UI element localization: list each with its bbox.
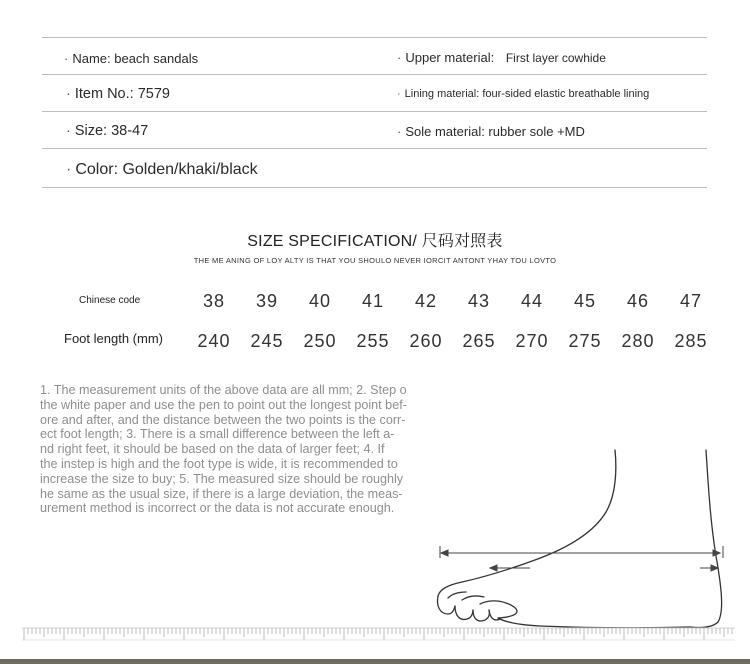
size-code: 40 bbox=[308, 291, 332, 311]
size-code: 43 bbox=[467, 291, 491, 311]
spec-lining: · Lining material: four-sided elastic breathable lining bbox=[397, 88, 650, 100]
spec-sole: · Sole material: rubber sole +MD bbox=[397, 124, 585, 139]
bottom-bar bbox=[0, 659, 750, 664]
spec-size: · Size: 38-47 bbox=[66, 123, 149, 139]
size-code: 47 bbox=[679, 291, 703, 311]
spec-upper-material: · Upper material: First layer cowhide bbox=[397, 50, 606, 65]
bullet: · bbox=[397, 88, 401, 100]
toe-arrow-icon bbox=[490, 565, 530, 571]
heel-arrow-icon bbox=[700, 565, 718, 571]
note-line: nd right feet, it should be based on the data of larger feet; 4. If bbox=[40, 442, 385, 457]
foot-length: 260 bbox=[409, 331, 443, 351]
bullet: · bbox=[397, 50, 402, 65]
foot-length: 270 bbox=[515, 331, 549, 351]
foot-length-label: Foot length (mm) bbox=[64, 331, 163, 346]
foot-length: 280 bbox=[621, 331, 655, 351]
note-line: urement method is incorrect or the data is not accurate enough. bbox=[40, 501, 395, 516]
size-spec-title: SIZE SPECIFICATION/ 尺码对照表 bbox=[247, 233, 503, 250]
foot-length: 240 bbox=[197, 331, 231, 351]
foot-length: 285 bbox=[674, 331, 708, 351]
foot-length: 265 bbox=[462, 331, 496, 351]
spec-color: · Color: Golden/khaki/black bbox=[66, 161, 258, 178]
note-line: he same as the usual size, if there is a large deviation, the meas- bbox=[40, 486, 403, 501]
bullet: · bbox=[66, 123, 71, 139]
note-line: ore and after, and the distance between the two points is the corr- bbox=[40, 412, 406, 427]
foot-length: 255 bbox=[356, 331, 390, 351]
size-code: 41 bbox=[361, 291, 385, 311]
foot-length: 245 bbox=[250, 331, 284, 351]
spec-item-no: · Item No.: 7579 bbox=[66, 86, 170, 102]
foot-length: 250 bbox=[303, 331, 337, 351]
chinese-code-label: Chinese code bbox=[79, 295, 141, 306]
size-code: 44 bbox=[520, 291, 544, 311]
foot-length: 275 bbox=[568, 331, 602, 351]
bullet: · bbox=[397, 124, 402, 139]
size-code: 39 bbox=[255, 291, 279, 311]
size-code: 45 bbox=[573, 291, 597, 311]
size-code: 38 bbox=[202, 291, 226, 311]
note-line: 1. The measurement units of the above data are all mm; 2. Step o bbox=[40, 383, 407, 397]
note-line: the instep is high and the foot type is wide, it is recommended to bbox=[40, 456, 398, 471]
foot-outline-icon bbox=[437, 450, 721, 628]
note-line: ect foot length; 3. There is a small difference between the left a- bbox=[40, 427, 395, 442]
size-code: 46 bbox=[626, 291, 650, 311]
bullet: · bbox=[66, 86, 71, 102]
bullet: · bbox=[64, 51, 69, 66]
bullet: · bbox=[66, 161, 72, 178]
size-code: 42 bbox=[414, 291, 438, 311]
note-line: increase the size to buy; 5. The measured size should be roughly bbox=[40, 471, 404, 486]
note-line: the white paper and use the pen to point out the longest point bef- bbox=[40, 397, 407, 412]
size-spec-subtitle: THE ME ANING OF LOY ALTY IS THAT YOU SHOULO NEVER IORCIT ANTONT YHAY TOU LOVTO bbox=[193, 256, 557, 265]
spec-name: · Name: beach sandals bbox=[64, 51, 199, 66]
length-arrow-icon bbox=[440, 546, 723, 558]
